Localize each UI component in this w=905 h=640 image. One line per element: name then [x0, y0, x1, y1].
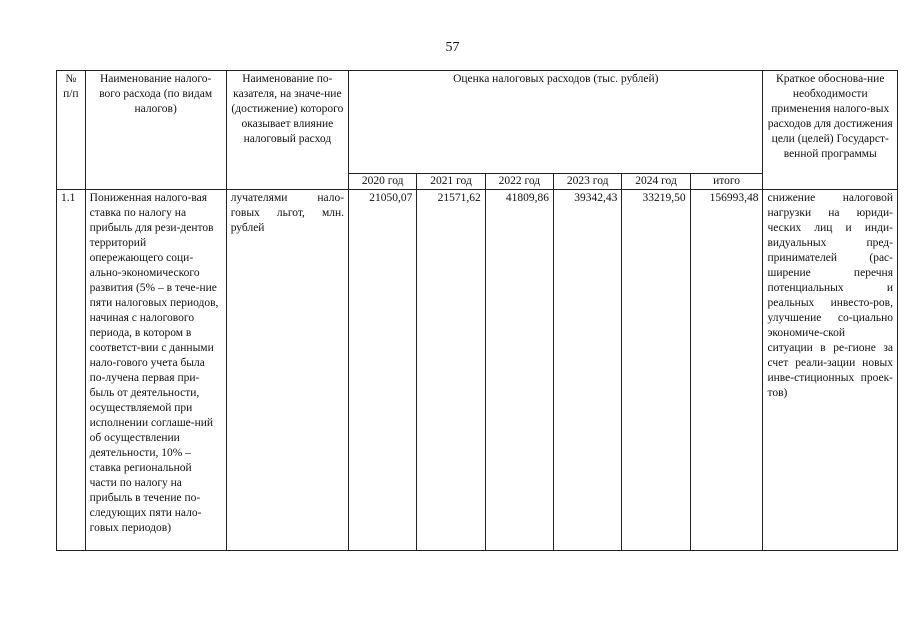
row-value: 21571,62 [417, 190, 485, 551]
header-year: 2022 год [485, 174, 553, 190]
header-indicator: Наименование по-казателя, на значе-ние (достижение) которого оказывает влияние налоговый расход [226, 71, 348, 190]
table-row [57, 190, 898, 551]
row-num: 1.1 [57, 190, 86, 551]
row-value: 39342,43 [554, 190, 622, 551]
row-value: 33219,50 [622, 190, 690, 551]
row-justification: снижение налоговой нагрузки на юриди-ческих лиц и инди-видуальных пред-принимателей (рас-ширение перечня потенциальных и реальных инвесто-ров, улучшение со-циально экономиче-ской ситуации в ре-гионе за счет реали-зации новых инве-стиционных проек-тов) [763, 190, 898, 551]
row-indicator: лучателями нало-говых льгот, млн. рублей [226, 190, 348, 551]
row-tax-name: Пониженная налого-вая ставка по налогу на прибыль для рези-дентов территорий опережающего соци-ально-экономического развития (5% – в тече-ние пяти налоговых периодов, начиная с налогового периода, в котором в соответст-вии с данными нало-гового учета была по-лучена первая при-быль от деятельности, осуществляемой при исполнении соглаше-ний об осуществлении деятельности, 10% – ставка региональной части по налогу на прибыль в течение по-следующих пяти нало-говых периодов) [85, 190, 226, 551]
header-tax-name: Наименование налого-вого расхода (по видам налогов) [85, 71, 226, 190]
page-number: 57 [445, 40, 460, 55]
row-value: 21050,07 [349, 190, 417, 551]
header-year: 2024 год [622, 174, 690, 190]
header-justification: Краткое обоснова-ние необходимости применения налого-вых расходов для достижения цели (целей) Государст-венной программы [763, 71, 898, 190]
table-header-row [57, 71, 898, 174]
tax-expenditure-table [56, 70, 898, 551]
header-year: 2020 год [349, 174, 417, 190]
header-total: итого [690, 174, 763, 190]
row-total: 156993,48 [690, 190, 763, 551]
header-estimate: Оценка налоговых расходов (тыс. рублей) [349, 71, 763, 174]
header-num: № п/п [57, 71, 86, 190]
header-year: 2021 год [417, 174, 485, 190]
header-year: 2023 год [554, 174, 622, 190]
row-value: 41809,86 [485, 190, 553, 551]
